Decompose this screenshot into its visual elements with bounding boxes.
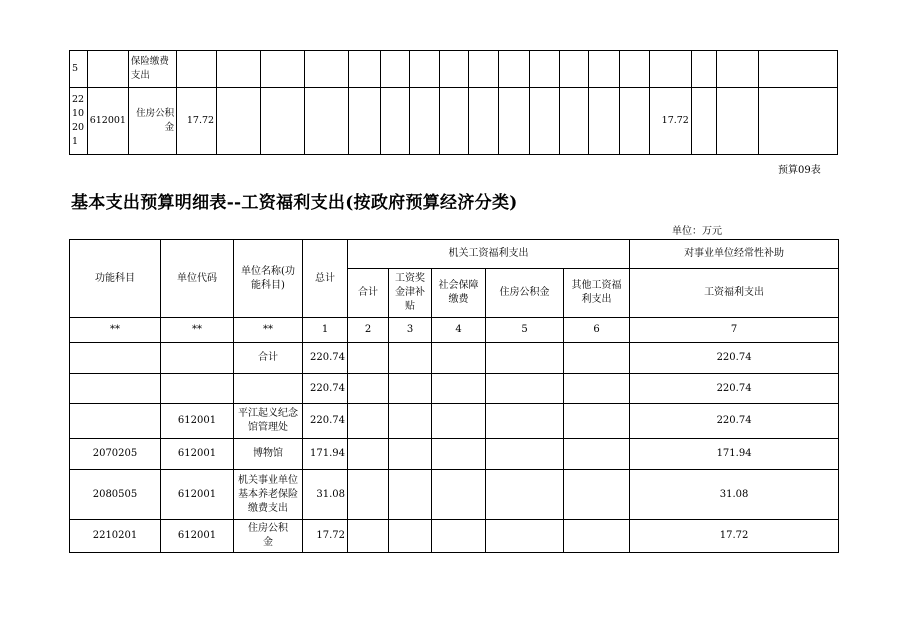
cell-total: 220.74 <box>303 343 348 374</box>
table-row <box>70 470 839 520</box>
unit-label: 单位：万元 <box>672 226 722 237</box>
index-cell: 1 <box>303 318 348 343</box>
cell-grant: 17.72 <box>630 520 839 553</box>
cell-code: 612001 <box>161 404 234 439</box>
table-row <box>70 520 839 553</box>
header-group-subsidy: 对事业单位经常性补助 <box>630 240 839 269</box>
index-cell: 2 <box>348 318 389 343</box>
fragment-cell: 2210201 <box>70 88 88 155</box>
cell-func <box>70 343 161 374</box>
fragment-cell: 5 <box>70 51 88 88</box>
cell-grant: 220.74 <box>630 404 839 439</box>
header-row <box>70 240 839 269</box>
cell-code: 612001 <box>161 520 234 553</box>
cell-grant: 220.74 <box>630 343 839 374</box>
index-cell: 3 <box>389 318 432 343</box>
cell-func <box>70 404 161 439</box>
cell-func <box>70 374 161 404</box>
cell-total: 31.08 <box>303 470 348 520</box>
cell-name: 住房公积金 <box>234 520 303 553</box>
table-row <box>70 439 839 470</box>
cell-total: 171.94 <box>303 439 348 470</box>
cell-code <box>161 374 234 404</box>
cell-total: 17.72 <box>303 520 348 553</box>
index-row <box>70 318 839 343</box>
header-name: 单位名称(功能科目) <box>234 240 303 318</box>
fragment-row <box>70 51 838 88</box>
table-row <box>70 343 839 374</box>
header-total: 总计 <box>303 240 348 318</box>
cell-func: 2210201 <box>70 520 161 553</box>
cell-name: 机关事业单位基本养老保险缴费支出 <box>234 470 303 520</box>
index-cell: 5 <box>486 318 564 343</box>
header-group-agency: 机关工资福利支出 <box>348 240 630 269</box>
index-cell: ** <box>70 318 161 343</box>
fragment-row <box>70 88 838 155</box>
cell-code: 612001 <box>161 439 234 470</box>
previous-table-fragment <box>69 50 838 155</box>
cell-name <box>234 374 303 404</box>
cell-code <box>161 343 234 374</box>
cell-grant: 171.94 <box>630 439 839 470</box>
page-title: 基本支出预算明细表--工资福利支出(按政府预算经济分类) <box>71 193 518 213</box>
table-row <box>70 404 839 439</box>
cell-func: 2070205 <box>70 439 161 470</box>
cell-total: 220.74 <box>303 404 348 439</box>
index-cell: 7 <box>630 318 839 343</box>
header-code: 单位代码 <box>161 240 234 318</box>
cell-grant: 31.08 <box>630 470 839 520</box>
fragment-cell: 612001 <box>87 88 128 155</box>
table-number-note: 预算09表 <box>778 165 821 176</box>
cell-grant: 220.74 <box>630 374 839 404</box>
budget-table <box>69 239 839 553</box>
fragment-cell: 住房公积金 <box>128 88 176 155</box>
header-sub: 住房公积金 <box>486 269 564 318</box>
index-cell: ** <box>161 318 234 343</box>
fragment-cell: 17.72 <box>177 88 217 155</box>
index-cell: 4 <box>432 318 486 343</box>
header-sub: 社会保障缴费 <box>432 269 486 318</box>
table-row <box>70 374 839 404</box>
fragment-cell: 17.72 <box>649 88 691 155</box>
index-cell: ** <box>234 318 303 343</box>
cell-name: 博物馆 <box>234 439 303 470</box>
header-func: 功能科目 <box>70 240 161 318</box>
header-sub: 工资福利支出 <box>630 269 839 318</box>
cell-name: 平江起义纪念馆管理处 <box>234 404 303 439</box>
index-cell: 6 <box>564 318 630 343</box>
header-sub: 其他工资福利支出 <box>564 269 630 318</box>
fragment-cell: 保险缴费支出 <box>128 51 176 88</box>
header-sub: 工资奖金津补贴 <box>389 269 432 318</box>
header-sub: 合计 <box>348 269 389 318</box>
cell-total: 220.74 <box>303 374 348 404</box>
cell-name: 合计 <box>234 343 303 374</box>
cell-code: 612001 <box>161 470 234 520</box>
cell-func: 2080505 <box>70 470 161 520</box>
